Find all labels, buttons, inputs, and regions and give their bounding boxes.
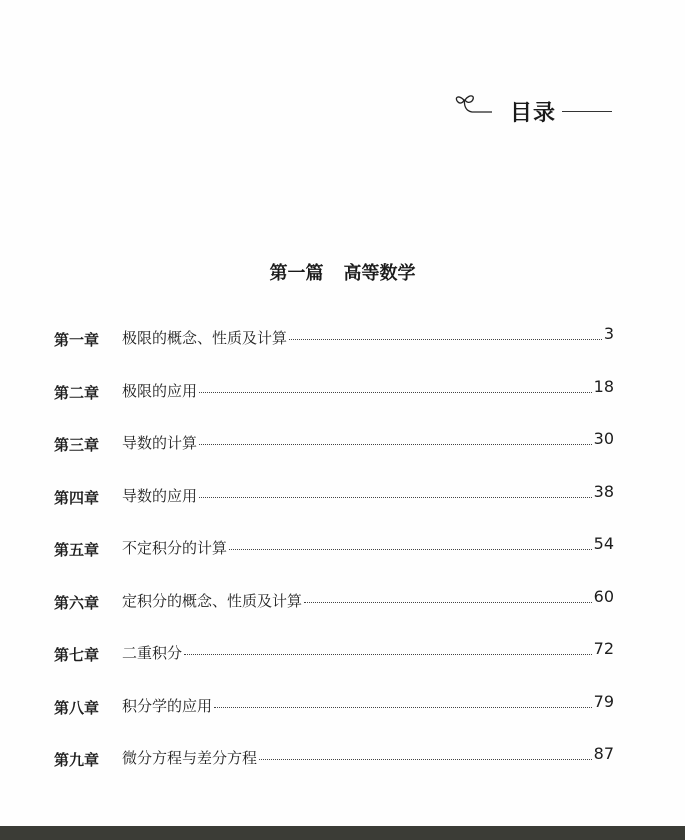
toc-entry[interactable] [54,528,614,581]
chapter-title: 微分方程与差分方程 [122,749,258,767]
chapter-number: 第二章 [54,383,100,402]
page-number: 87 [593,744,614,763]
toc-entry[interactable] [54,633,614,686]
chapter-number: 第八章 [54,698,100,717]
toc-entry[interactable] [54,476,614,529]
chapter-number: 第九章 [54,751,100,769]
chapter-number: 第五章 [54,541,100,559]
part-number: 第一篇 [269,263,324,284]
page-number: 18 [593,376,614,396]
dot-leader [199,476,592,506]
chapter-title: 极限的概念、性质及计算 [122,329,288,347]
toc-entry[interactable] [54,423,614,476]
dot-leader [259,738,592,768]
chapter-title: 定积分的概念、性质及计算 [122,591,303,610]
toc-entry[interactable] [54,318,614,371]
dot-leader [184,633,592,663]
chapter-number: 第三章 [54,436,100,454]
chapter-number: 第六章 [54,593,100,612]
toc-entry[interactable] [54,738,614,791]
chapter-title: 积分学的应用 [122,696,213,715]
toc-entry[interactable] [54,581,614,634]
chapter-number: 第一章 [54,331,100,349]
page-number: 60 [593,586,614,606]
page-number: 72 [593,639,614,658]
dot-leader [199,423,592,453]
toc-entries [54,318,614,791]
dot-leader [214,686,592,716]
page-number: 79 [593,691,614,711]
chapter-title: 二重积分 [122,644,183,662]
chapter-title: 不定积分的计算 [122,539,228,557]
page-number: 54 [593,534,614,553]
chapter-title: 导数的应用 [122,486,198,505]
chapter-title: 导数的计算 [122,434,198,452]
dot-leader [304,581,592,611]
dot-leader [289,318,602,348]
chapter-title: 极限的应用 [122,381,198,400]
sprout-icon [452,90,492,120]
dot-leader [229,528,592,558]
part-name: 高等数学 [343,263,416,284]
heading-rule [562,111,612,112]
toc-entry[interactable] [54,371,614,424]
chapter-number: 第七章 [54,646,100,664]
dot-leader [199,371,592,401]
chapter-number: 第四章 [54,488,100,507]
toc-heading [450,88,620,128]
toc-entry[interactable] [54,686,614,739]
scan-edge-strip [0,826,685,840]
part-title [0,259,685,285]
page-number: 3 [603,324,614,343]
page-number: 38 [593,481,614,501]
page-number: 30 [593,429,614,448]
toc-title: 目录 [510,101,557,126]
